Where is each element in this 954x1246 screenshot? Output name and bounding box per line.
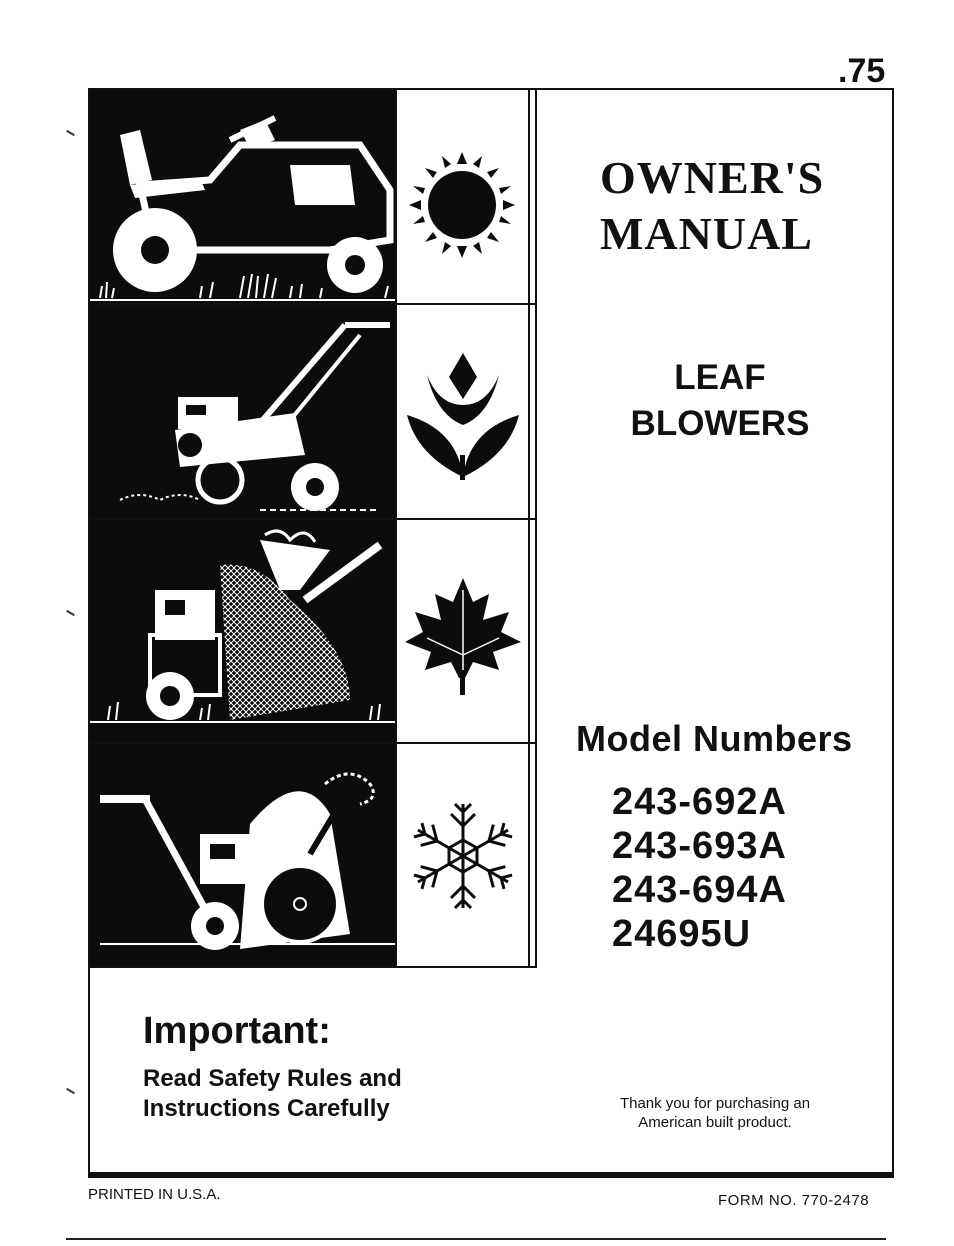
thank-you-note bbox=[600, 1094, 830, 1132]
scan-mark bbox=[66, 610, 75, 616]
manual-title bbox=[600, 150, 824, 262]
model-number: 24695U bbox=[612, 913, 752, 955]
tiller-photo bbox=[90, 305, 395, 518]
model-number: 243-694A bbox=[612, 869, 787, 911]
thanks-line-1: Thank you for purchasing an bbox=[619, 1095, 811, 1112]
price-label: .75 bbox=[838, 52, 886, 90]
snowflake-icon bbox=[397, 744, 528, 966]
product-line-1: LEAF bbox=[674, 358, 766, 397]
sun-panel bbox=[395, 90, 530, 303]
frame-bottom-rule bbox=[88, 1172, 894, 1176]
model-number: 243-693A bbox=[612, 825, 787, 867]
product-name bbox=[600, 355, 840, 447]
safety-instructions bbox=[143, 1064, 402, 1124]
form-number: FORM NO. 770-2478 bbox=[718, 1192, 870, 1209]
chipper-shredder-photo bbox=[90, 520, 395, 742]
scan-mark bbox=[66, 130, 75, 136]
title-line-2: MANUAL bbox=[600, 208, 813, 259]
printed-in-label: PRINTED IN U.S.A. bbox=[88, 1186, 221, 1203]
sun-icon bbox=[397, 90, 528, 303]
snowflake-panel bbox=[395, 744, 530, 966]
model-numbers-list bbox=[612, 780, 787, 956]
lawn-tractor-photo bbox=[90, 90, 395, 303]
safety-line-2: Instructions Carefully bbox=[143, 1095, 390, 1122]
footer-rule bbox=[66, 1238, 886, 1240]
tulip-panel bbox=[395, 305, 530, 518]
snow-thrower-photo bbox=[90, 744, 395, 966]
scan-mark bbox=[66, 1088, 75, 1094]
product-line-2: BLOWERS bbox=[630, 404, 810, 443]
title-line-1: OWNER'S bbox=[600, 152, 825, 203]
maple-leaf-panel bbox=[395, 520, 530, 742]
safety-line-1: Read Safety Rules and bbox=[143, 1065, 402, 1092]
panel-divider bbox=[90, 966, 535, 968]
thanks-line-2: American built product. bbox=[638, 1114, 792, 1131]
model-numbers-heading: Model Numbers bbox=[576, 718, 853, 759]
column-divider bbox=[535, 90, 537, 968]
tulip-icon bbox=[397, 305, 528, 518]
maple-leaf-icon bbox=[397, 520, 528, 742]
model-number: 243-692A bbox=[612, 781, 787, 823]
important-heading: Important: bbox=[143, 1010, 331, 1052]
